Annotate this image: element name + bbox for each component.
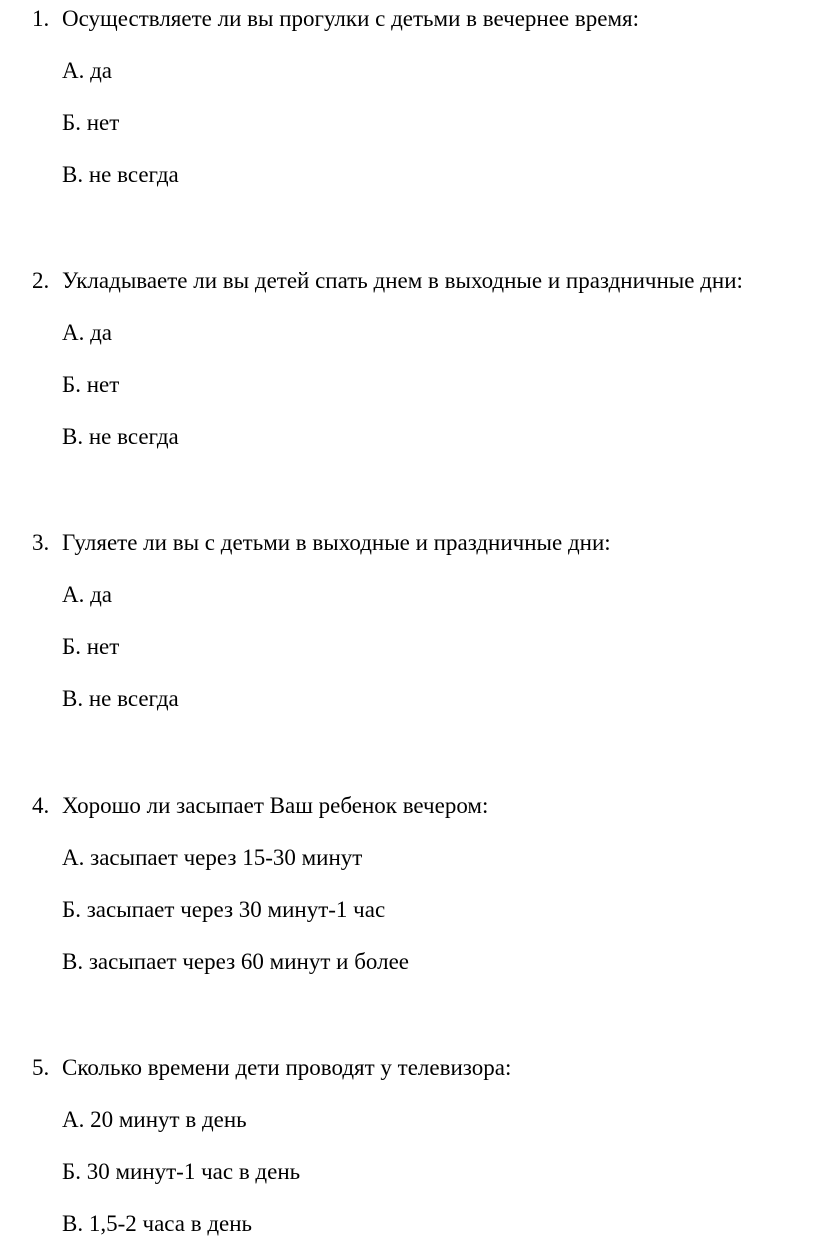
question-2 xyxy=(32,267,812,295)
option-c: В. засыпает через 60 минут и более xyxy=(62,949,409,974)
option-b: Б. нет xyxy=(62,110,120,135)
question-number: 2. xyxy=(32,268,50,293)
question-text: Хорошо ли засыпает Ваш ребенок вечером: xyxy=(62,793,489,818)
option-c: В. не всегда xyxy=(62,162,179,187)
question-number: 4. xyxy=(32,793,50,818)
option-b: Б. нет xyxy=(62,634,120,659)
question-1 xyxy=(32,5,812,33)
option-b: Б. 30 минут-1 час в день xyxy=(62,1159,301,1184)
option-b: Б. засыпает через 30 минут-1 час xyxy=(62,897,386,922)
question-text: Укладываете ли вы детей спать днем в выходные и праздничные дни: xyxy=(62,268,743,293)
question-number: 5. xyxy=(32,1055,50,1080)
option-a: А. 20 минут в день xyxy=(62,1107,247,1132)
question-number: 3. xyxy=(32,530,50,555)
option-a: А. да xyxy=(62,58,113,83)
option-c: В. не всегда xyxy=(62,686,179,711)
question-text: Сколько времени дети проводят у телевизора: xyxy=(62,1055,512,1080)
option-a: А. да xyxy=(62,320,113,345)
question-text: Гуляете ли вы с детьми в выходные и праздничные дни: xyxy=(62,530,611,555)
question-number: 1. xyxy=(32,6,50,31)
question-4 xyxy=(32,792,812,820)
question-5 xyxy=(32,1054,812,1082)
option-a: А. да xyxy=(62,582,113,607)
option-a: А. засыпает через 15-30 минут xyxy=(62,845,363,870)
option-c: В. не всегда xyxy=(62,424,179,449)
question-text: Осуществляете ли вы прогулки с детьми в вечернее время: xyxy=(62,6,639,31)
question-3 xyxy=(32,529,812,557)
option-b: Б. нет xyxy=(62,372,120,397)
option-c: В. 1,5-2 часа в день xyxy=(62,1211,253,1236)
